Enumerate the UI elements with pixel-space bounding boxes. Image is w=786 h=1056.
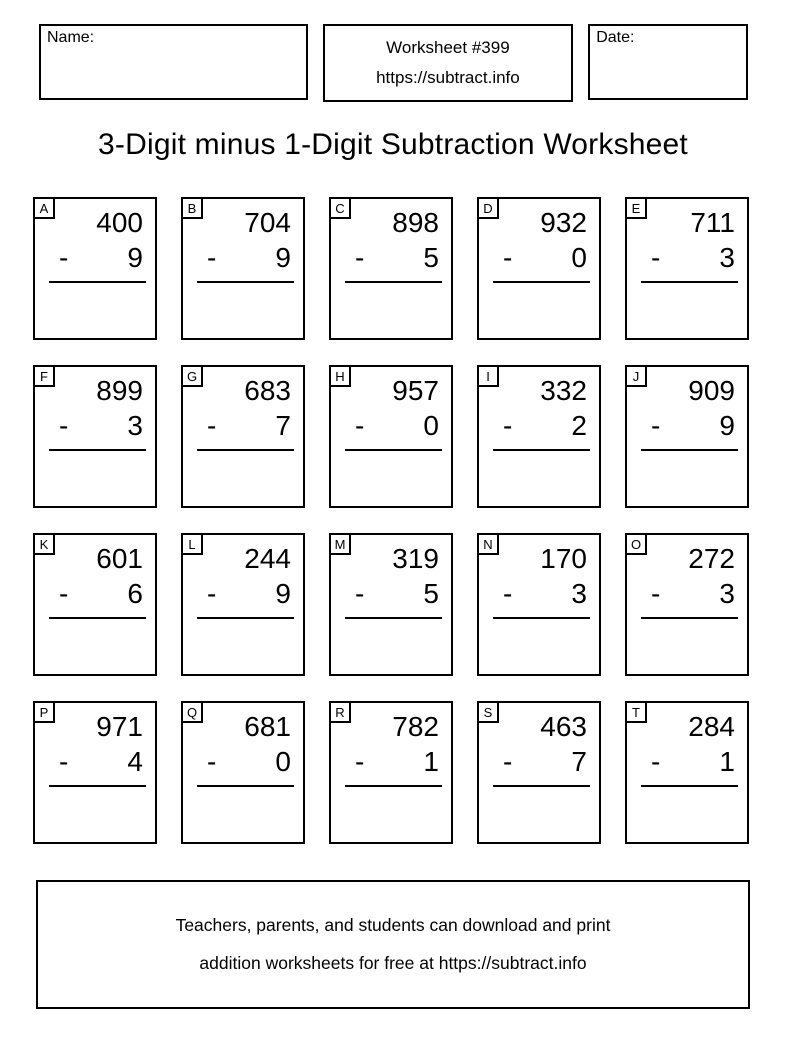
subtrahend: 0 — [571, 242, 587, 273]
problem-cell — [33, 701, 157, 844]
problem-cell — [625, 365, 749, 508]
minus-sign: - — [651, 578, 661, 609]
problem-cell — [329, 197, 453, 340]
answer-line — [49, 281, 146, 283]
problem-label: G — [183, 367, 203, 387]
problem-cell — [181, 533, 305, 676]
subtrahend-row — [479, 747, 599, 777]
problem-label: N — [479, 535, 499, 555]
answer-line — [49, 617, 146, 619]
problem-cell — [625, 197, 749, 340]
answer-line — [197, 281, 294, 283]
minuend: 683 — [244, 375, 291, 406]
subtrahend: 1 — [719, 746, 735, 777]
minuend: 711 — [690, 207, 735, 238]
problem-label: D — [479, 199, 499, 219]
subtrahend-row — [627, 411, 747, 441]
answer-line — [197, 617, 294, 619]
minus-sign: - — [59, 410, 69, 441]
subtrahend: 3 — [719, 242, 735, 273]
problem-label: E — [627, 199, 647, 219]
answer-line — [493, 617, 590, 619]
minuend: 932 — [540, 207, 587, 238]
problem-label: Q — [183, 703, 203, 723]
problem-label: J — [627, 367, 647, 387]
problem-label: O — [627, 535, 647, 555]
subtrahend-row — [479, 411, 599, 441]
minuend: 899 — [96, 375, 143, 406]
date-field-box — [588, 24, 748, 100]
problem-cell — [625, 533, 749, 676]
footer-line-1: Teachers, parents, and students can download and print — [175, 914, 611, 935]
minus-sign: - — [59, 578, 69, 609]
subtrahend: 1 — [423, 746, 439, 777]
subtrahend: 3 — [571, 578, 587, 609]
problem-cell — [181, 365, 305, 508]
minus-sign: - — [503, 578, 513, 609]
minuend: 332 — [540, 375, 587, 406]
subtrahend-row — [183, 579, 303, 609]
worksheet-url: https://subtract.info — [376, 68, 520, 87]
subtrahend: 3 — [719, 578, 735, 609]
problem-label: F — [35, 367, 55, 387]
problem-cell — [329, 365, 453, 508]
problem-label: P — [35, 703, 55, 723]
minus-sign: - — [651, 746, 661, 777]
subtrahend: 9 — [719, 410, 735, 441]
subtrahend: 7 — [275, 410, 291, 441]
worksheet-number: Worksheet #399 — [386, 38, 510, 58]
answer-line — [345, 449, 442, 451]
minuend: 319 — [392, 543, 439, 574]
problem-cell — [477, 533, 601, 676]
footer-box — [36, 880, 750, 1009]
problem-cell — [33, 365, 157, 508]
problem-label: C — [331, 199, 351, 219]
minus-sign: - — [207, 746, 217, 777]
answer-line — [49, 785, 146, 787]
minus-sign: - — [355, 746, 365, 777]
answer-line — [641, 785, 738, 787]
header — [39, 24, 748, 102]
answer-line — [197, 449, 294, 451]
problem-label: H — [331, 367, 351, 387]
subtrahend: 6 — [127, 578, 143, 609]
subtrahend: 5 — [423, 242, 439, 273]
subtrahend-row — [331, 411, 451, 441]
minuend: 898 — [392, 207, 439, 238]
answer-line — [345, 617, 442, 619]
subtrahend: 0 — [423, 410, 439, 441]
minus-sign: - — [503, 410, 513, 441]
subtrahend-row — [479, 579, 599, 609]
minus-sign: - — [355, 578, 365, 609]
problem-label: B — [183, 199, 203, 219]
problem-label: S — [479, 703, 499, 723]
minus-sign: - — [207, 578, 217, 609]
subtrahend: 3 — [127, 410, 143, 441]
minus-sign: - — [355, 242, 365, 273]
page-title: 3-Digit minus 1-Digit Subtraction Worksheet — [98, 128, 688, 161]
subtrahend: 9 — [275, 578, 291, 609]
subtrahend-row — [627, 579, 747, 609]
subtrahend: 9 — [127, 242, 143, 273]
minus-sign: - — [207, 242, 217, 273]
subtrahend-row — [35, 411, 155, 441]
subtrahend-row — [35, 579, 155, 609]
minus-sign: - — [503, 746, 513, 777]
problem-label: L — [183, 535, 203, 555]
problem-label: M — [331, 535, 351, 555]
subtrahend-row — [627, 243, 747, 273]
minus-sign: - — [207, 410, 217, 441]
minus-sign: - — [59, 746, 69, 777]
subtrahend-row — [331, 747, 451, 777]
subtrahend: 0 — [275, 746, 291, 777]
date-label: Date: — [596, 29, 635, 46]
problem-cell — [625, 701, 749, 844]
answer-line — [345, 281, 442, 283]
problem-label: T — [627, 703, 647, 723]
problem-cell — [477, 365, 601, 508]
minuend: 957 — [392, 375, 439, 406]
problem-cell — [181, 701, 305, 844]
subtrahend: 5 — [423, 578, 439, 609]
problem-cell — [181, 197, 305, 340]
minus-sign: - — [355, 410, 365, 441]
answer-line — [493, 449, 590, 451]
answer-line — [641, 281, 738, 283]
minus-sign: - — [651, 410, 661, 441]
minuend: 244 — [244, 543, 291, 574]
problem-label: I — [479, 367, 499, 387]
subtrahend: 4 — [127, 746, 143, 777]
answer-line — [641, 617, 738, 619]
answer-line — [345, 785, 442, 787]
minus-sign: - — [59, 242, 69, 273]
minuend: 170 — [540, 543, 587, 574]
subtrahend: 9 — [275, 242, 291, 273]
minuend: 704 — [244, 207, 291, 238]
answer-line — [493, 281, 590, 283]
problem-cell — [33, 533, 157, 676]
problem-cell — [477, 701, 601, 844]
problem-cell — [329, 701, 453, 844]
minuend: 400 — [96, 207, 143, 238]
name-label: Name: — [47, 29, 95, 46]
subtrahend: 7 — [571, 746, 587, 777]
subtrahend-row — [183, 411, 303, 441]
answer-line — [197, 785, 294, 787]
subtrahend-row — [35, 243, 155, 273]
minuend: 909 — [688, 375, 735, 406]
subtrahend-row — [183, 243, 303, 273]
minuend: 782 — [392, 711, 439, 742]
minuend: 681 — [244, 711, 291, 742]
minus-sign: - — [503, 242, 513, 273]
minuend: 272 — [688, 543, 735, 574]
minuend: 601 — [96, 543, 143, 574]
minus-sign: - — [651, 242, 661, 273]
answer-line — [641, 449, 738, 451]
problem-cell — [329, 533, 453, 676]
problem-cell — [33, 197, 157, 340]
minuend: 284 — [688, 711, 735, 742]
subtrahend: 2 — [571, 410, 587, 441]
worksheet-info-box — [323, 24, 574, 102]
subtrahend-row — [479, 243, 599, 273]
subtrahend-row — [35, 747, 155, 777]
minuend: 971 — [96, 711, 143, 742]
name-field-box — [39, 24, 308, 100]
subtrahend-row — [331, 579, 451, 609]
answer-line — [493, 785, 590, 787]
subtrahend-row — [183, 747, 303, 777]
problem-cell — [477, 197, 601, 340]
minuend: 463 — [540, 711, 587, 742]
problems-grid — [33, 197, 749, 844]
answer-line — [49, 449, 146, 451]
problem-label: A — [35, 199, 55, 219]
problem-label: K — [35, 535, 55, 555]
footer-line-2: addition worksheets for free at https://subtract.info — [199, 952, 587, 973]
subtrahend-row — [627, 747, 747, 777]
subtrahend-row — [331, 243, 451, 273]
problem-label: R — [331, 703, 351, 723]
